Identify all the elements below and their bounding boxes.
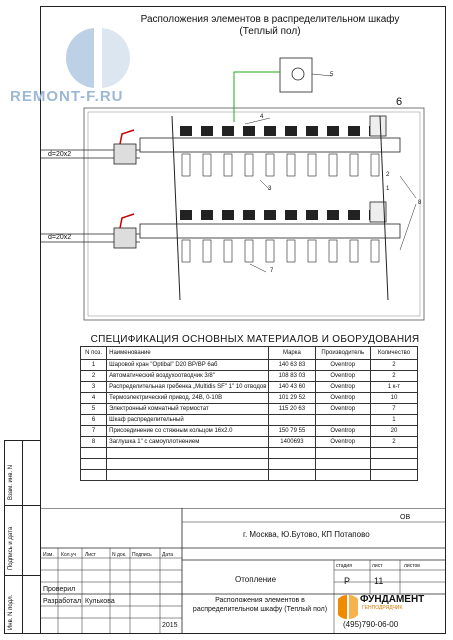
- spec-cell-pos: 3: [81, 382, 107, 393]
- side-strip-border-2: [22, 440, 23, 634]
- callout-2: 2: [386, 172, 390, 178]
- spec-cell-name: Шкаф распределительный: [107, 415, 269, 426]
- valve-outlet: [329, 154, 337, 176]
- spec-cell-pos: 5: [81, 404, 107, 415]
- side-strip-top: [4, 440, 40, 441]
- spec-cell-pos: 8: [81, 437, 107, 448]
- spec-cell-pos: [81, 448, 107, 459]
- callout-6: 6: [396, 96, 403, 108]
- valve-outlet: [203, 154, 211, 176]
- header-qty: Количество: [370, 347, 417, 360]
- spec-cell-name: Шаровой кран "Optibal" D20 ВР/ВР 6аб: [107, 360, 269, 371]
- header-pos: N поз.: [81, 347, 107, 360]
- spec-cell-qty: 1: [370, 415, 417, 426]
- stamp-stage: Р: [344, 576, 351, 586]
- spec-cell-maker: Oventrop: [315, 371, 370, 382]
- spec-cell-name: [107, 459, 269, 470]
- valve-cap: [201, 126, 213, 136]
- title-block-lines: [40, 508, 446, 634]
- valve-outlet: [308, 240, 316, 262]
- valve-outlet: [266, 240, 274, 262]
- valve-outlet: [329, 240, 337, 262]
- valve-cap: [222, 126, 234, 136]
- valve-cap: [243, 126, 255, 136]
- spec-row: [81, 470, 418, 481]
- callout-3: 3: [268, 186, 272, 192]
- spec-cell-name: [107, 448, 269, 459]
- valve-outlet: [371, 240, 379, 262]
- callout-8: 8: [418, 200, 422, 206]
- spec-cell-maker: [315, 459, 370, 470]
- spec-cell-mark: 140 43 60: [269, 382, 315, 393]
- col-izm: Изм.: [43, 552, 54, 558]
- valve-cap: [348, 126, 360, 136]
- spec-cell-name: [107, 470, 269, 481]
- stamp-code: ОВ: [400, 514, 411, 521]
- spec-cell-maker: Oventrop: [315, 360, 370, 371]
- spec-cell-maker: Oventrop: [315, 426, 370, 437]
- valve-cap: [201, 210, 213, 220]
- stamp-sheets-label: листов: [404, 563, 420, 569]
- company-sub: ГЕНПОДРЯДЧИК: [362, 605, 403, 611]
- spec-cell-qty: [370, 448, 417, 459]
- header-name: Наименование: [107, 347, 269, 360]
- callout-7: 7: [270, 268, 274, 274]
- spec-cell-qty: 10: [370, 393, 417, 404]
- spec-row: [81, 360, 418, 371]
- side-label-sign: Подпись и дата: [8, 526, 14, 570]
- spec-cell-pos: [81, 470, 107, 481]
- pipe-label-bottom: d=20x2: [48, 234, 72, 241]
- valve-outlet: [224, 240, 232, 262]
- company-name: ФУНДАМЕНТ: [360, 594, 425, 605]
- company-phone: (495)790-06-00: [343, 620, 399, 629]
- valve-cap: [222, 210, 234, 220]
- watermark-text: REMONT-F.RU: [10, 88, 124, 105]
- spec-cell-pos: 1: [81, 360, 107, 371]
- top-manifold-valves: [180, 126, 381, 176]
- valve-cap: [306, 126, 318, 136]
- valve-outlet: [287, 154, 295, 176]
- spec-cell-pos: 4: [81, 393, 107, 404]
- spec-cell-pos: 2: [81, 371, 107, 382]
- spec-cell-qty: 7: [370, 404, 417, 415]
- valve-outlet: [224, 154, 232, 176]
- valve-outlet: [245, 240, 253, 262]
- callout-1: 1: [386, 186, 390, 192]
- valve-cap: [285, 210, 297, 220]
- spec-cell-pos: 6: [81, 415, 107, 426]
- valve-cap: [180, 126, 192, 136]
- stamp-doc-title: Расположения элементов в распределительном шкафу (Теплый пол): [192, 597, 328, 613]
- spec-cell-mark: [269, 448, 315, 459]
- callout-5: 5: [330, 72, 334, 78]
- spec-row: [81, 459, 418, 470]
- pipe-label-top: d=20x2: [48, 151, 72, 158]
- spec-cell-qty: 2: [370, 437, 417, 448]
- spec-cell-qty: [370, 470, 417, 481]
- valve-cap: [180, 210, 192, 220]
- title-line-2: (Теплый пол): [239, 26, 301, 37]
- stamp-developer: Кулькова: [85, 598, 115, 605]
- stamp-year: 2015: [162, 622, 178, 629]
- valve-outlet: [182, 154, 190, 176]
- spec-cell-pos: [81, 459, 107, 470]
- spec-title: СПЕЦИФИКАЦИЯ ОСНОВНЫХ МАТЕРИАЛОВ И ОБОРУДОВАНИЯ: [90, 334, 420, 345]
- bottom-manifold-valves: [180, 210, 381, 262]
- spec-cell-qty: 2: [370, 371, 417, 382]
- valve-cap: [306, 210, 318, 220]
- spec-cell-maker: Oventrop: [315, 393, 370, 404]
- spec-table: [80, 346, 418, 481]
- col-podpis: Подпись: [132, 552, 152, 558]
- spec-cell-maker: [315, 448, 370, 459]
- valve-outlet: [350, 154, 358, 176]
- spec-cell-mark: 101 29 52: [269, 393, 315, 404]
- side-strip-border: [4, 440, 5, 634]
- spec-cell-name: Термоэлектрический привод, 24В, 0-10В: [107, 393, 269, 404]
- side-strip-sep-1: [4, 505, 40, 506]
- spec-cell-mark: 115 20 63: [269, 404, 315, 415]
- spec-cell-mark: [269, 459, 315, 470]
- stamp-developed-label: Разработал: [43, 598, 82, 605]
- spec-cell-qty: 2: [370, 360, 417, 371]
- spec-cell-mark: 108 83 03: [269, 371, 315, 382]
- stamp-sheet: 11: [374, 576, 384, 586]
- spec-cell-mark: 140 63 83: [269, 360, 315, 371]
- col-kol: Кол.уч: [61, 552, 76, 558]
- side-label-orig: Инв. N подл.: [8, 594, 14, 630]
- valve-outlet: [287, 240, 295, 262]
- spec-cell-qty: 1 к-т: [370, 382, 417, 393]
- valve-outlet: [308, 154, 316, 176]
- col-ndok: N док.: [112, 552, 127, 558]
- stamp-checked-label: Проверил: [43, 586, 76, 593]
- stamp-sheet-label: лист: [372, 563, 383, 569]
- spec-body: [81, 360, 418, 481]
- valve-outlet: [203, 240, 211, 262]
- spec-row: [81, 415, 418, 426]
- spec-cell-maker: Oventrop: [315, 382, 370, 393]
- company-logo-icon: [338, 594, 358, 620]
- callout-4: 4: [260, 114, 264, 120]
- valve-cap: [348, 210, 360, 220]
- spec-cell-name: Присоединение со стяжным кольцом 16х2.0: [107, 426, 269, 437]
- spec-row: [81, 404, 418, 415]
- spec-cell-name: Распределительная гребенка „Multidis SF" 1" 10 отводов: [107, 382, 269, 393]
- valve-cap: [285, 126, 297, 136]
- spec-cell-maker: [315, 470, 370, 481]
- spec-cell-name: Автоматический воздухоотводчик 3/8": [107, 371, 269, 382]
- spec-row: [81, 448, 418, 459]
- valve-cap: [264, 210, 276, 220]
- side-strip-sep-2: [4, 575, 40, 576]
- valve-cap: [264, 126, 276, 136]
- valve-outlet: [266, 154, 274, 176]
- title-line-1: Расположения элементов в распределительном шкафу: [140, 14, 400, 25]
- spec-cell-maker: Oventrop: [315, 437, 370, 448]
- spec-cell-mark: 150 79 55: [269, 426, 315, 437]
- spec-cell-mark: [269, 470, 315, 481]
- stamp-section: Отопление: [235, 575, 277, 584]
- valve-outlet: [182, 240, 190, 262]
- spec-cell-name: Электронный комнатный термостат: [107, 404, 269, 415]
- spec-header-row: [81, 347, 418, 360]
- col-date: Дата: [162, 552, 174, 558]
- valve-outlet: [350, 240, 358, 262]
- side-strip-bottom: [4, 633, 40, 634]
- valve-cap: [327, 126, 339, 136]
- valve-outlet: [371, 154, 379, 176]
- spec-cell-qty: [370, 459, 417, 470]
- spec-row: [81, 382, 418, 393]
- valve-outlet: [245, 154, 253, 176]
- spec-cell-pos: 7: [81, 426, 107, 437]
- spec-cell-name: Заглушка 1" с самоуплотнением: [107, 437, 269, 448]
- valve-cap: [327, 210, 339, 220]
- header-maker: Производитель: [315, 347, 370, 360]
- spec-cell-mark: [269, 415, 315, 426]
- stamp-address: г. Москва, Ю.Бутово, КП Потапово: [243, 530, 370, 539]
- spec-row: [81, 426, 418, 437]
- spec-cell-maker: Oventrop: [315, 404, 370, 415]
- spec-row: [81, 437, 418, 448]
- stamp-stage-label: стадия: [336, 563, 352, 569]
- col-list: Лист: [85, 552, 96, 558]
- header-mark: Марка: [269, 347, 315, 360]
- spec-cell-mark: 1400693: [269, 437, 315, 448]
- spec-row: [81, 371, 418, 382]
- spec-cell-maker: [315, 415, 370, 426]
- valve-cap: [243, 210, 255, 220]
- drawing-title: [120, 14, 420, 38]
- spec-cell-qty: 20: [370, 426, 417, 437]
- spec-row: [81, 393, 418, 404]
- side-label-inv: Взам. инв. N: [8, 464, 14, 500]
